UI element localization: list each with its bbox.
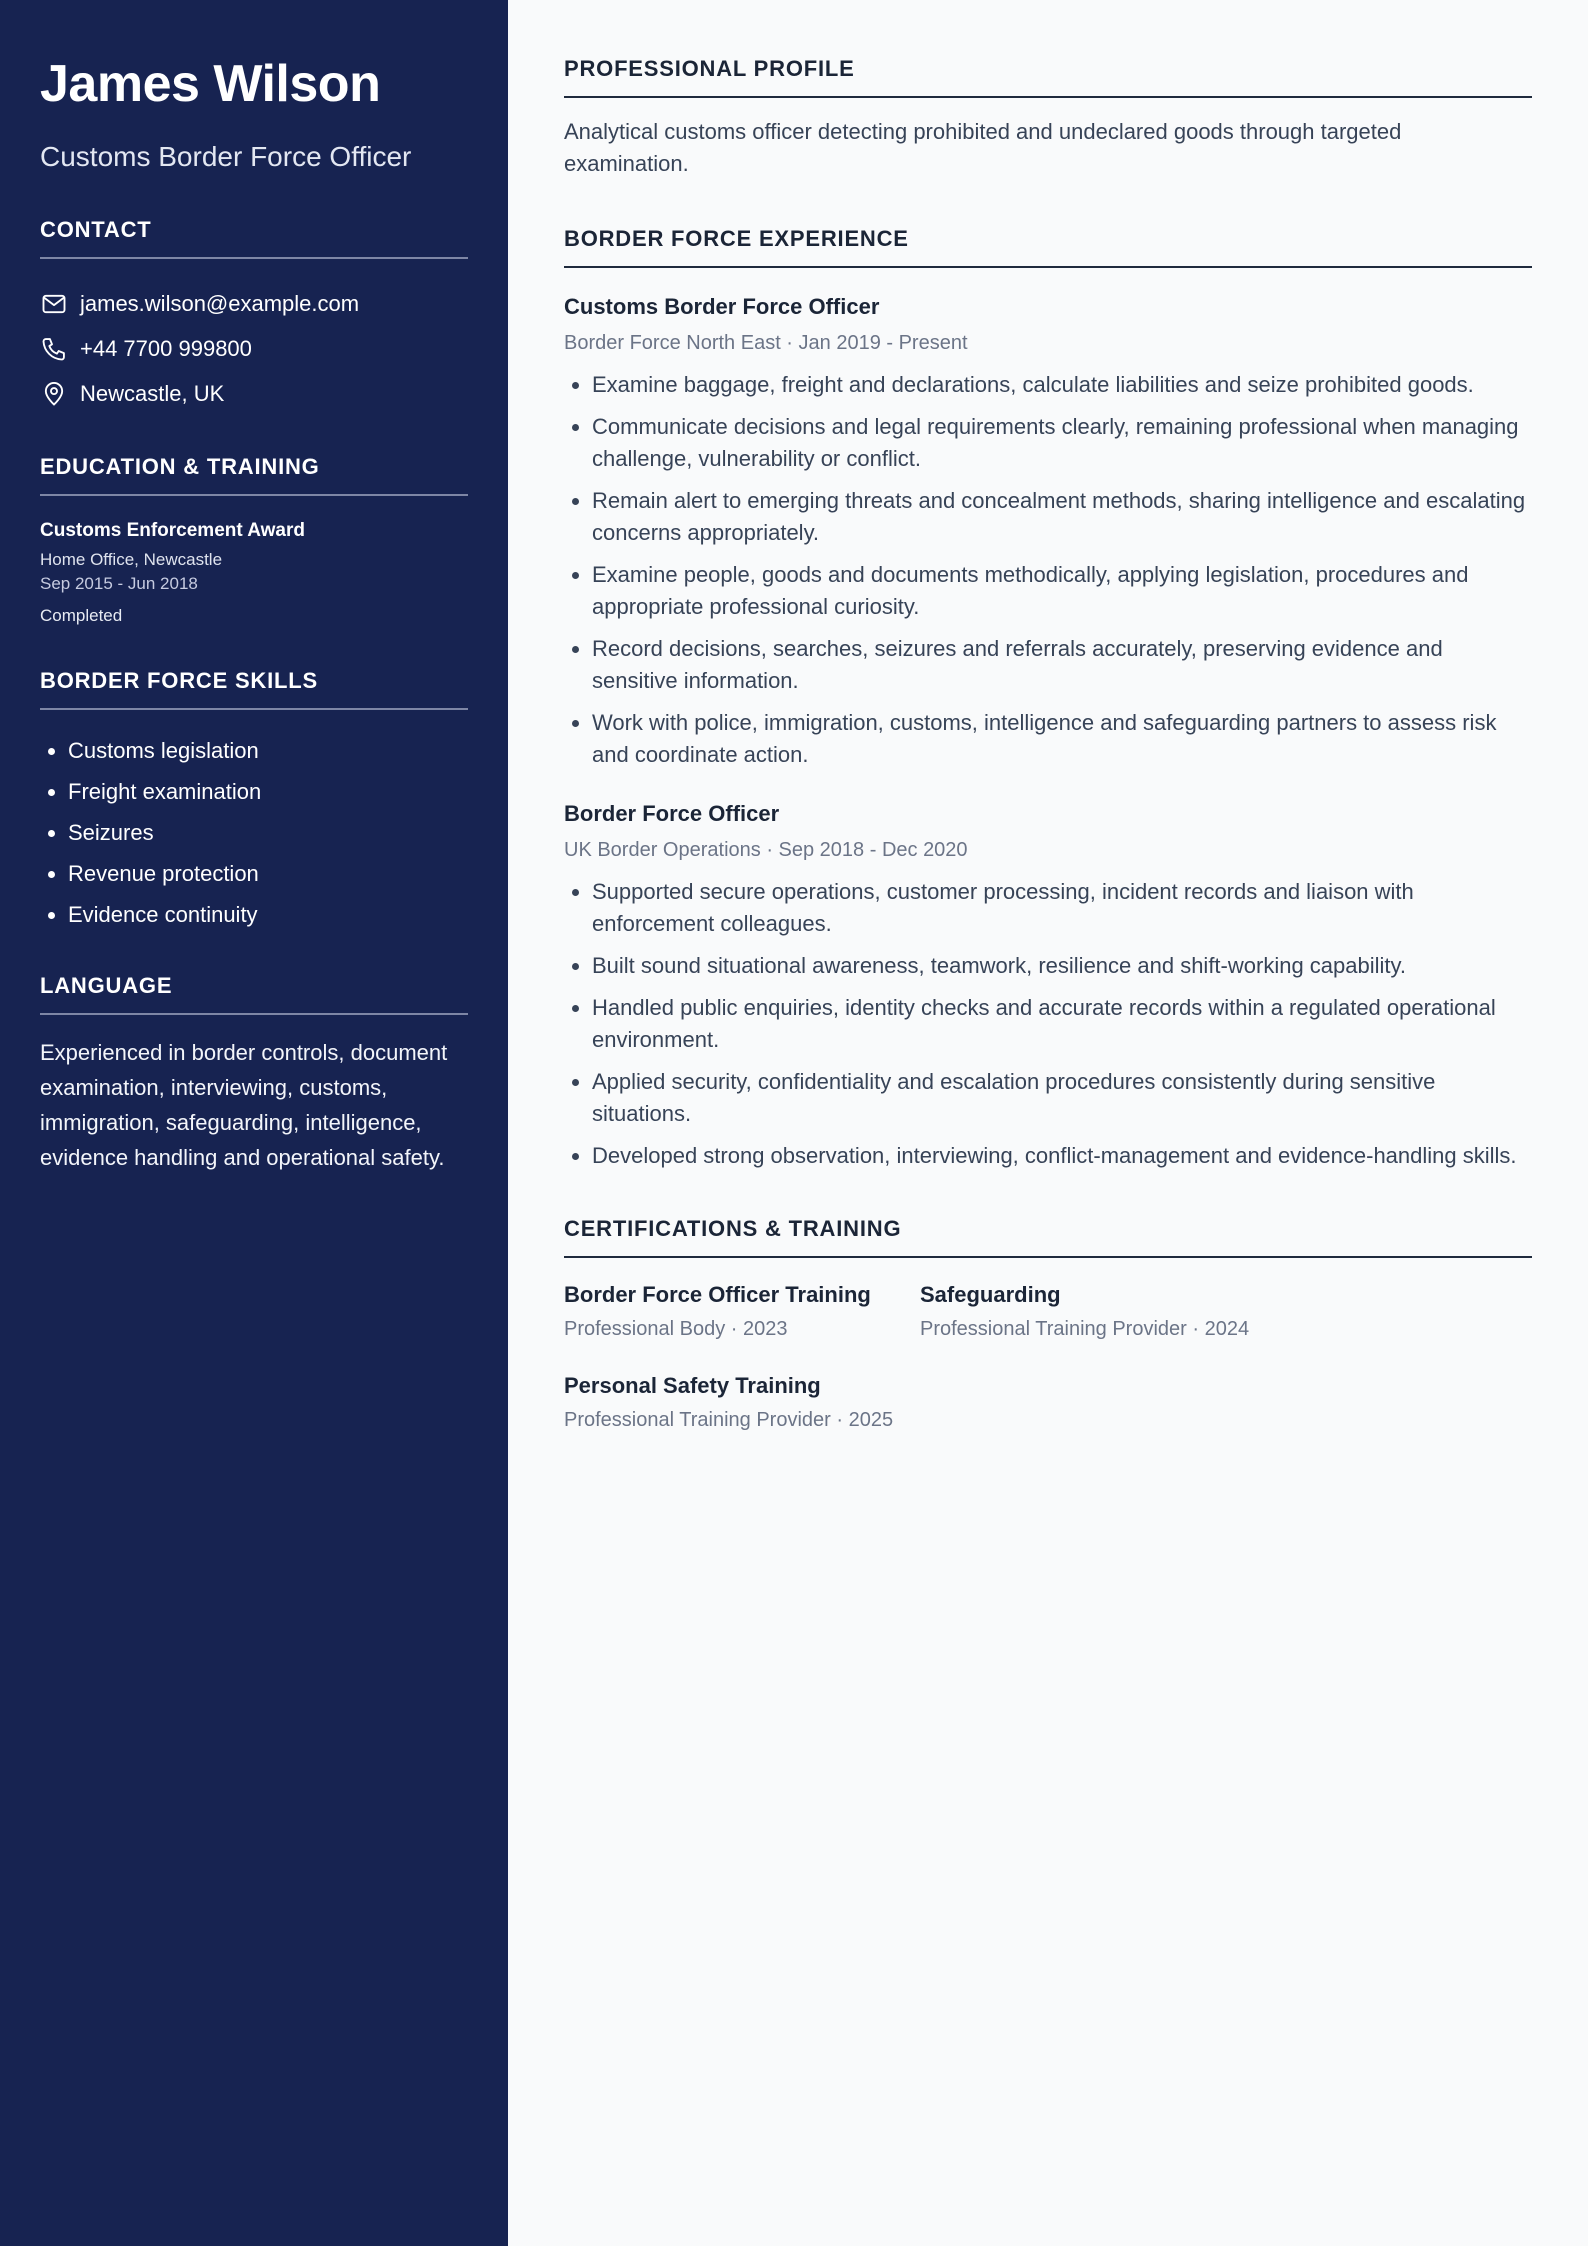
candidate-name: James Wilson — [40, 55, 381, 113]
cert-meta: Professional Training Provider · 2024 — [920, 1318, 1250, 1340]
cert-name: Border Force Officer Training — [564, 1282, 871, 1307]
job-bullet: • Examine baggage, freight and declarations, calculate liabilities and seize prohibited goods. — [592, 369, 1532, 401]
cert-name: Safeguarding — [920, 1282, 1061, 1307]
job-bullet: • Record decisions, searches, seizures and referrals accurately, preserving evidence and sensitive information. — [592, 633, 1532, 697]
job-bullet: • Supported secure operations, customer processing, incident records and liaison with enforcement colleagues. — [592, 876, 1532, 940]
skills-section — [40, 668, 468, 935]
contact-phone[interactable] — [40, 326, 468, 371]
job-bullet: • Applied security, confidentiality and escalation procedures consistently during sensitive situations. — [592, 1066, 1532, 1130]
education-heading: EDUCATION & TRAINING — [40, 454, 468, 496]
job-title: Border Force Officer — [564, 801, 780, 826]
cert-entry — [920, 1282, 1276, 1341]
skill-item: • Revenue protection — [68, 853, 468, 894]
job-bullet: • Developed strong observation, interviewing, conflict-management and evidence-handling skills. — [592, 1140, 1532, 1172]
skill-item: • Customs legislation — [68, 730, 468, 771]
education-institution: Home Office, Newcastle — [40, 550, 223, 570]
location-pin-icon — [40, 380, 68, 408]
language-heading: LANGUAGE — [40, 973, 468, 1015]
certifications-grid — [564, 1282, 1532, 1432]
profile-text: Analytical customs officer detecting prohibited and undeclared goods through targeted examination. — [564, 119, 1402, 176]
job-entry — [564, 801, 1532, 1172]
education-status: Completed — [40, 606, 123, 626]
skill-item: • Evidence continuity — [68, 894, 468, 935]
cert-entry — [564, 1373, 920, 1432]
profile-section — [564, 56, 1532, 180]
contact-list — [40, 281, 468, 416]
job-bullet: • Handled public enquiries, identity checks and accurate records within a regulated operational environment. — [592, 992, 1532, 1056]
sidebar — [0, 0, 508, 2246]
certifications-heading: CERTIFICATIONS & TRAINING — [564, 1216, 1532, 1258]
education-title: Customs Enforcement Award — [40, 520, 305, 542]
contact-heading: CONTACT — [40, 217, 468, 259]
mail-icon — [40, 290, 68, 318]
job-meta: UK Border Operations · Sep 2018 - Dec 2020 — [564, 839, 968, 861]
cert-entry — [564, 1282, 920, 1341]
experience-heading: BORDER FORCE EXPERIENCE — [564, 226, 1532, 268]
education-dates: Sep 2015 - Jun 2018 — [40, 574, 198, 594]
job-meta: Border Force North East · Jan 2019 - Present — [564, 332, 968, 354]
job-bullet: • Built sound situational awareness, teamwork, resilience and shift-working capability. — [592, 950, 1532, 982]
contact-section — [40, 217, 468, 416]
job-title: Customs Border Force Officer — [564, 294, 880, 319]
language-text: Experienced in border controls, document examination, interviewing, customs, immigration, safeguarding, intelligence, evidence handling and operational safety. — [40, 1040, 448, 1171]
language-section — [40, 973, 468, 1175]
skills-list — [40, 730, 468, 935]
phone-icon — [40, 335, 68, 363]
education-section — [40, 454, 468, 626]
job-bullet: • Communicate decisions and legal requirements clearly, remaining professional when managing challenge, vulnerability or conflict. — [592, 411, 1532, 475]
cert-meta: Professional Body · 2023 — [564, 1318, 788, 1340]
contact-location-text: Newcastle, UK — [80, 380, 225, 406]
contact-email-text[interactable]: james.wilson@example.com — [80, 290, 360, 316]
skill-item: • Seizures — [68, 812, 468, 853]
cert-name: Personal Safety Training — [564, 1373, 821, 1398]
job-bullet: • Work with police, immigration, customs, intelligence and safeguarding partners to assess risk and coordinate action. — [592, 707, 1532, 771]
profile-heading: PROFESSIONAL PROFILE — [564, 56, 1532, 98]
job-entry — [564, 294, 1532, 771]
contact-phone-text[interactable]: +44 7700 999800 — [80, 335, 252, 361]
contact-location — [40, 371, 468, 416]
job-bullets — [564, 876, 1532, 1172]
skill-item: • Freight examination — [68, 771, 468, 812]
job-bullet: • Examine people, goods and documents methodically, applying legislation, procedures and appropriate professional curiosity. — [592, 559, 1532, 623]
job-bullets — [564, 369, 1532, 771]
experience-section — [564, 226, 1532, 1172]
candidate-headline: Customs Border Force Officer — [40, 141, 412, 173]
main-content — [564, 56, 1532, 1472]
certifications-section — [564, 1216, 1532, 1432]
cert-meta: Professional Training Provider · 2025 — [564, 1409, 894, 1431]
education-entry — [40, 520, 468, 626]
contact-email[interactable] — [40, 281, 468, 326]
job-bullet: • Remain alert to emerging threats and concealment methods, sharing intelligence and escalating concerns appropriately. — [592, 485, 1532, 549]
skills-heading: BORDER FORCE SKILLS — [40, 668, 468, 710]
